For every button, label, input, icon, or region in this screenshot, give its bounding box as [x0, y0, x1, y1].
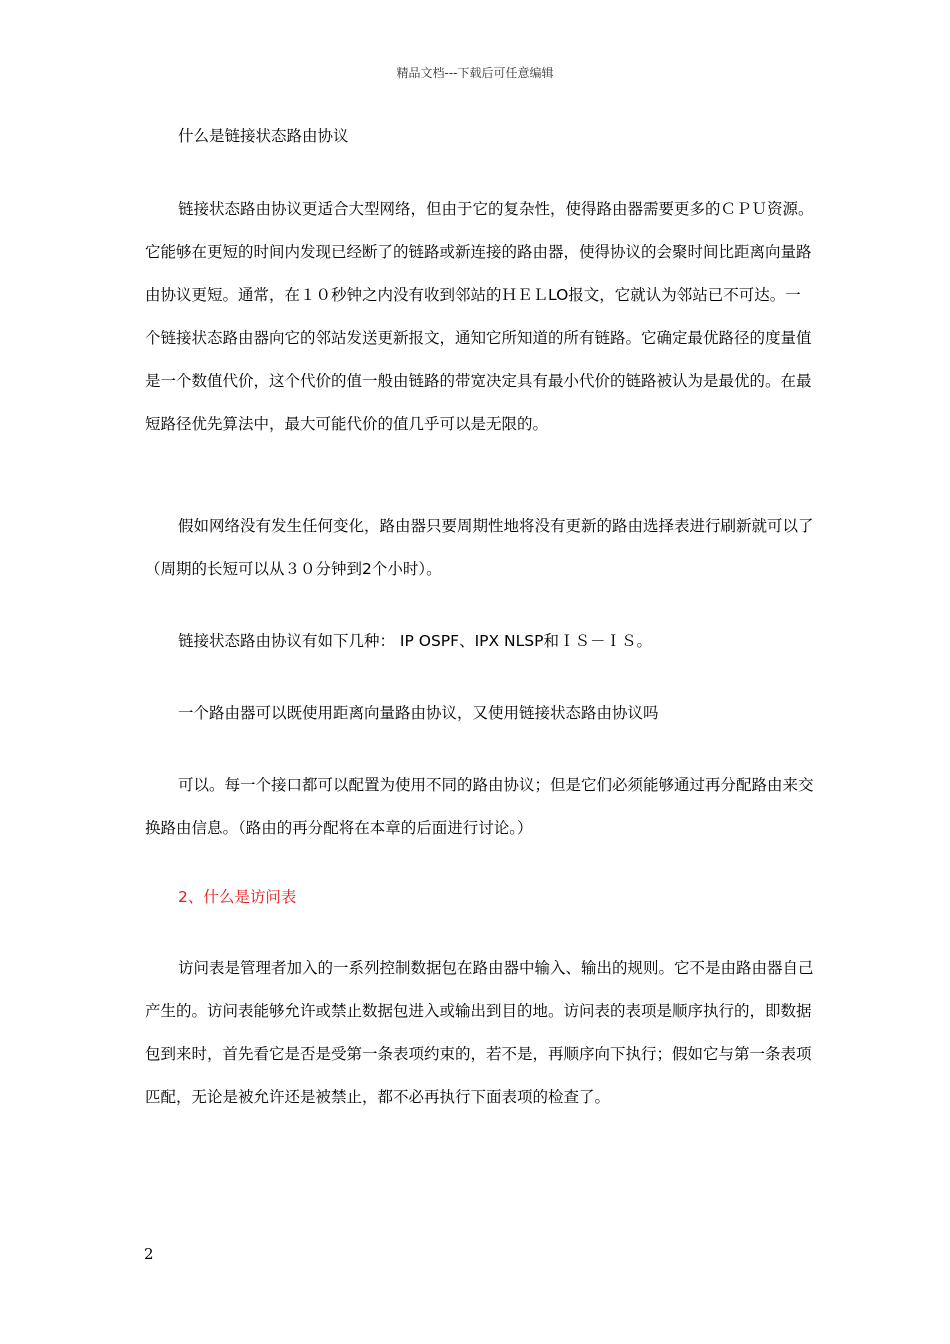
paragraph-periodic-refresh: 假如网络没有发生任何变化，路由器只要周期性地将没有更新的路由选择表进行刷新就可以了（周期的长短可以从３０分钟到2个小时）。: [145, 517, 814, 578]
paragraph-protocol-list: 链接状态路由协议有如下几种： IP OSPF、IPX NLSP和ＩＳ－ＩＳ。: [178, 632, 652, 650]
paragraph-link-state-description: 链接状态路由协议更适合大型网络，但由于它的复杂性，使得路由器需要更多的ＣＰＵ资源。它能够在更短的时间内发现已经断了的链路或新连接的路由器，使得协议的会聚时间比距离向量路由协议更短。通常，在１０秒钟之内没有收到邻站的ＨＥＬLO报文，它就认为邻站已不可达。一个链接状态路由器向它的邻站发送更新报文，通知它所知道的所有链路。它确定最优路径的度量值是一个数值代价，这个代价的值一般由链路的带宽决定具有最小代价的链路被认为是最优的。在最短路径优先算法中，最大可能代价的值几乎可以是无限的。: [145, 200, 814, 433]
paragraph-access-list-description: 访问表是管理者加入的一系列控制数据包在路由器中输入、输出的规则。它不是由路由器自己产生的。访问表能够允许或禁止数据包进入或输出到目的地。访问表的表项是顺序执行的，即数据包到来时，首先看它是否是受第一条表项约束的，若不是，再顺序向下执行；假如它与第一条表项匹配，无论是被允许还是被禁止，都不必再执行下面表项的检查了。: [145, 959, 814, 1106]
page-number: 2: [144, 1245, 154, 1263]
section-title-link-state: 什么是链接状态路由协议: [178, 127, 349, 145]
paragraph-question-both-protocols: 一个路由器可以既使用距离向量路由协议，又使用链接状态路由协议吗: [178, 704, 659, 722]
page-header: 精品文档---下载后可任意编辑: [396, 66, 554, 80]
paragraph-answer-redistribution: 可以。每一个接口都可以配置为使用不同的路由协议；但是它们必须能够通过再分配路由来交换路由信息。（路由的再分配将在本章的后面进行讨论。）: [145, 776, 814, 837]
section-title-access-list: 2、什么是访问表: [178, 888, 297, 906]
